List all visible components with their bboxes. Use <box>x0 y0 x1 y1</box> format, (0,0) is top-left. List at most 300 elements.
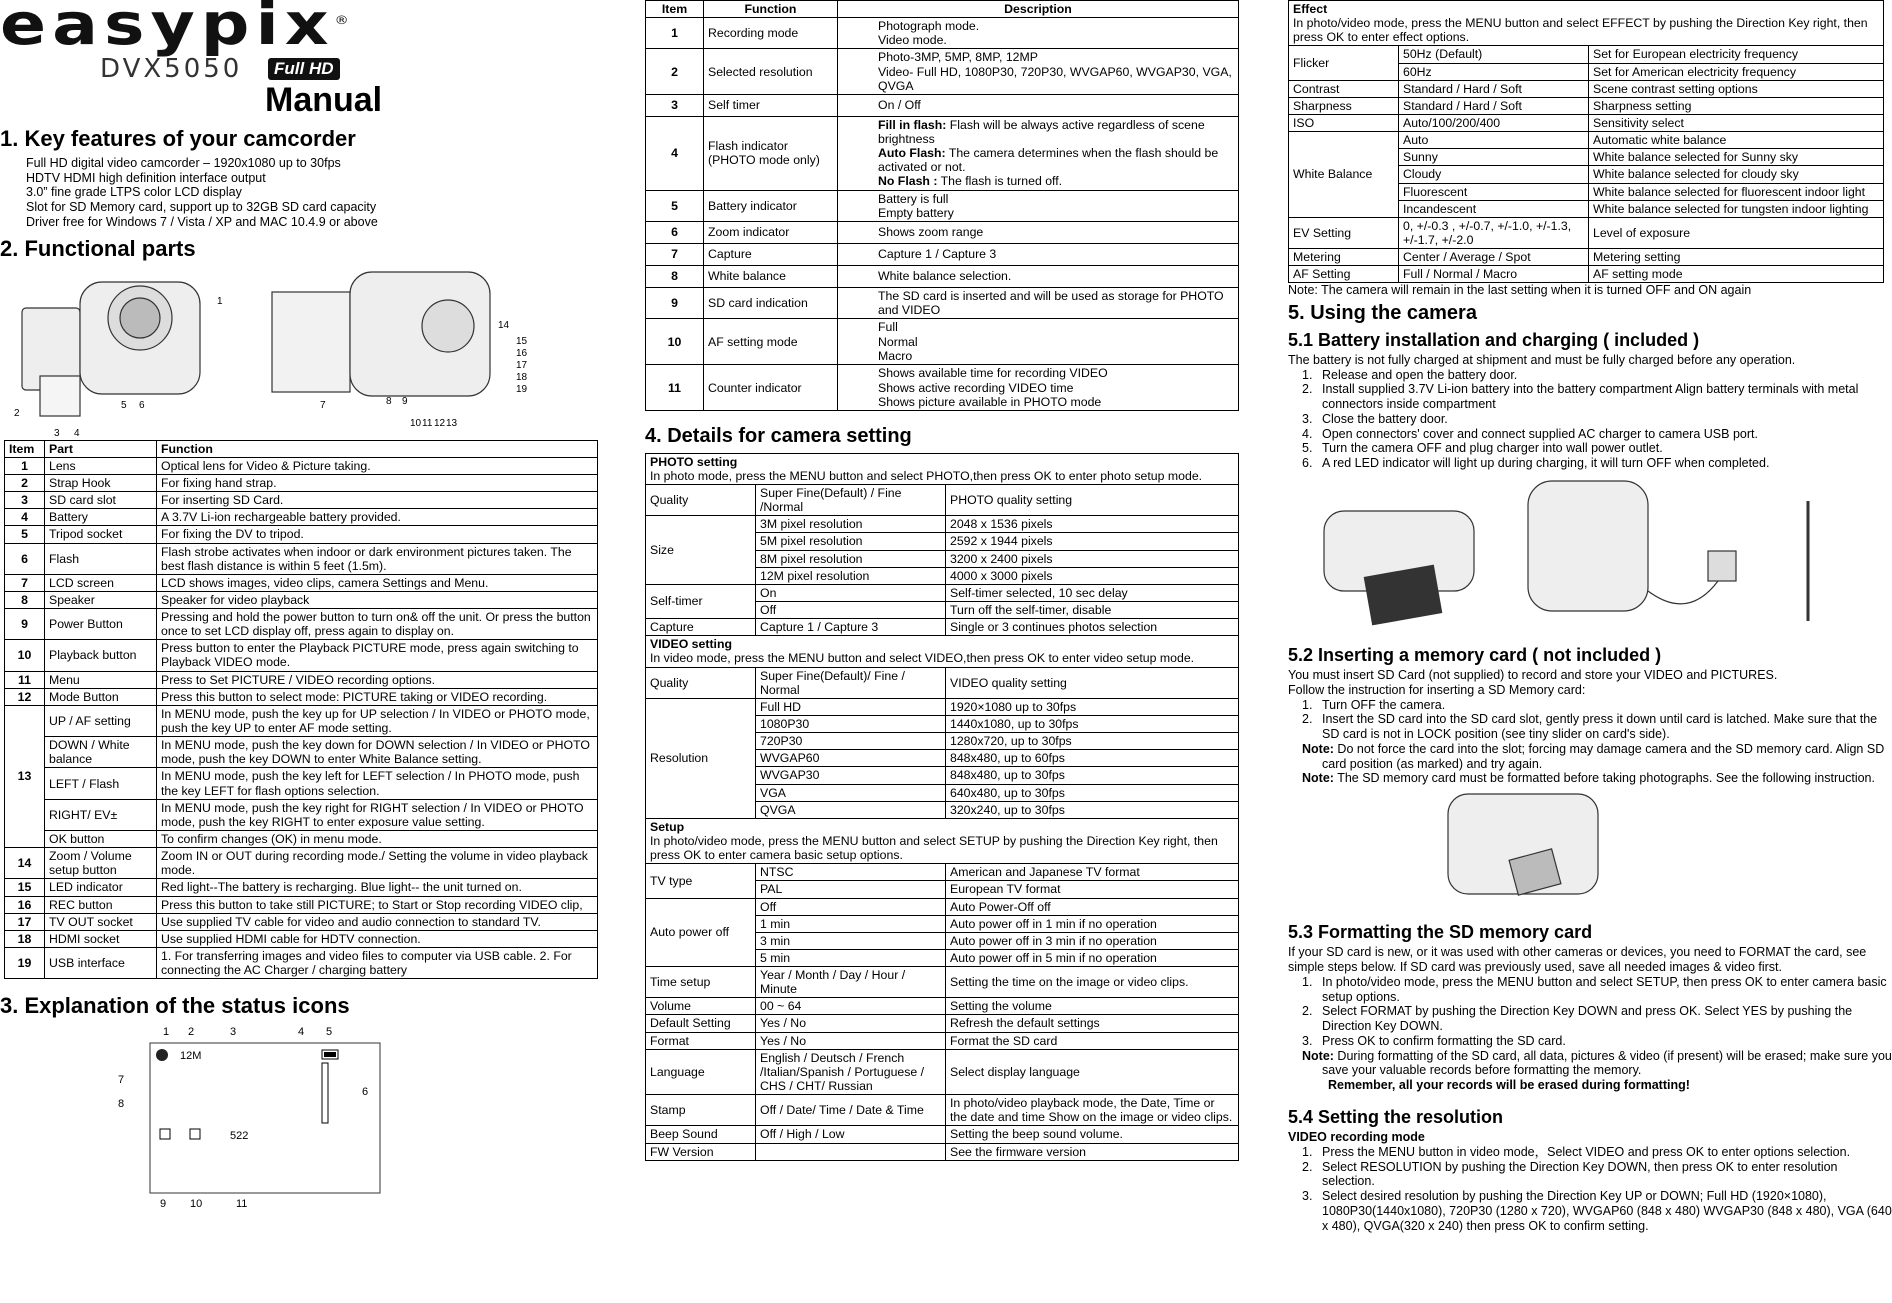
description-line: Full <box>878 320 898 335</box>
list-item: 3. Press OK to confirm formatting the SD card. <box>1302 1033 1566 1048</box>
table-row <box>5 543 598 574</box>
table-row <box>646 287 1239 318</box>
table-cell: Flash <box>45 543 157 574</box>
svg-text:8: 8 <box>118 1098 125 1111</box>
description-line: Shows zoom range <box>878 225 984 240</box>
table-cell: USB interface <box>45 948 157 979</box>
battery-steps-list <box>1288 368 1892 471</box>
table-cell: 9 <box>5 609 45 640</box>
part-number-label: 10 <box>410 417 422 429</box>
table-cell: Full HD <box>756 698 946 715</box>
table-cell: Playback button <box>45 640 157 671</box>
part-number-label: 17 <box>516 359 528 371</box>
table-row <box>646 584 1239 601</box>
table-cell: Time setup <box>646 967 756 998</box>
table-cell: Capture 1 / Capture 3 <box>756 619 946 636</box>
table-cell: Tripod socket <box>45 526 157 543</box>
camera-setting-table <box>645 453 1239 1161</box>
table-row <box>5 848 598 879</box>
feature-item: HDTV HDMI high definition interface output <box>26 170 266 185</box>
table-cell: Setting the time on the image or video clips. <box>946 967 1239 998</box>
table-row <box>646 365 1239 411</box>
table-cell: European TV format <box>946 881 1239 898</box>
table-cell: Scene contrast setting options <box>1589 80 1884 97</box>
feature-item: Full HD digital video camcorder – 1920x1080 up to 30fps <box>26 155 341 170</box>
feature-item: Driver free for Windows 7 / Vista / XP and MAC 10.4.9 or above <box>26 214 378 229</box>
table-cell: 8 <box>646 265 704 287</box>
table-cell: PAL <box>756 881 946 898</box>
table-cell: Language <box>646 1049 756 1094</box>
section-4-title: 4. Details for camera setting <box>645 425 912 448</box>
list-item: 5. Turn the camera OFF and plug charger into wall power outlet. <box>1302 441 1663 456</box>
table-cell: In MENU mode, push the key up for UP selection / In VIDEO or PHOTO mode, push the key UP to enter AF mode setting. <box>157 705 598 736</box>
table-cell: 0, +/-0.3 , +/-0.7, +/-1.0, +/-1.3, +/-1.7, +/-2.0 <box>1399 217 1589 248</box>
table-cell: Flash strobe activates when indoor or dark environment pictures taken. The best flash distance is within 5 feet (1.5m). <box>157 543 598 574</box>
section-head-cell: VIDEO setting In video mode, press the MENU button and select VIDEO,then press OK to enter video setup mode. <box>646 636 1239 667</box>
description-cell <box>838 287 1239 318</box>
list-item: 1. In photo/video mode, press the MENU button and select SETUP, then press OK to enter camera basic setup options. <box>1302 974 1887 1004</box>
table-row <box>1289 266 1884 283</box>
list-item: 6. A red LED indicator will light up during charging, it will turn OFF when completed. <box>1302 456 1770 471</box>
table-cell: Stamp <box>646 1095 756 1126</box>
table-cell: OK button <box>45 831 157 848</box>
description-line: The SD card is inserted and will be used as storage for PHOTO and VIDEO <box>878 288 1224 317</box>
table-cell: Menu <box>45 671 157 688</box>
table-cell: AF Setting <box>1289 266 1399 283</box>
table-row <box>1289 114 1884 131</box>
table-cell: Refresh the default settings <box>946 1015 1239 1032</box>
table-cell: TV OUT socket <box>45 913 157 930</box>
table-row <box>646 667 1239 698</box>
camera-mode-icon <box>156 1049 168 1061</box>
table-cell: 2 <box>5 474 45 491</box>
table-cell: Mode Button <box>45 688 157 705</box>
table-cell: 5 min <box>756 949 946 966</box>
table-row <box>646 243 1239 265</box>
table-cell: Press to Set PICTURE / VIDEO recording options. <box>157 671 598 688</box>
format-steps-list <box>1288 975 1892 1049</box>
table-cell: 14 <box>5 848 45 879</box>
table-cell: Center / Average / Spot <box>1399 249 1589 266</box>
table-cell: American and Japanese TV format <box>946 864 1239 881</box>
table-cell: Super Fine(Default) / Fine /Normal <box>756 484 946 515</box>
table-cell: Capture <box>704 243 838 265</box>
svg-text:6: 6 <box>362 1086 369 1099</box>
table-cell: Quality <box>646 484 756 515</box>
table-row <box>5 768 598 799</box>
table-cell: Zoom indicator <box>704 221 838 243</box>
description-line: Capture 1 / Capture 3 <box>878 247 997 262</box>
section-2-title: 2. Functional parts <box>0 235 196 261</box>
table-cell: Use supplied TV cable for video and audio connection to standard TV. <box>157 913 598 930</box>
description-line: Macro <box>878 348 913 363</box>
table-cell: LCD screen <box>45 574 157 591</box>
table-cell: 2592 x 1944 pixels <box>946 533 1239 550</box>
table-cell: 9 <box>646 287 704 318</box>
table-cell: Auto power off in 5 min if no operation <box>946 949 1239 966</box>
table-cell: Auto power off in 3 min if no operation <box>946 932 1239 949</box>
table-cell: White balance selected for Sunny sky <box>1589 149 1884 166</box>
description-line: Battery is full <box>878 191 949 206</box>
table-cell: Self-timer <box>646 584 756 618</box>
paragraph: The battery is not fully charged at shipment and must be fully charged before any operation. <box>1288 352 1796 367</box>
table-cell: To confirm changes (OK) in menu mode. <box>157 831 598 848</box>
table-cell: Sunny <box>1399 149 1589 166</box>
effect-header <box>1289 1 1884 46</box>
description-cell <box>838 243 1239 265</box>
resolution-label: 12M <box>180 1050 202 1063</box>
list-item: 2. Install supplied 3.7V Li-ion battery into the battery compartment Align battery terminals with metal connectors inside compartment <box>1302 382 1859 412</box>
description-line: Photograph mode. <box>878 19 980 34</box>
table-cell: See the firmware version <box>946 1143 1239 1160</box>
part-number-label: 15 <box>516 335 528 347</box>
table-cell: 3 <box>646 94 704 116</box>
table-cell: Format the SD card <box>946 1032 1239 1049</box>
table-row <box>1289 217 1884 248</box>
flash-option: No Flash : The flash is turned off. <box>878 174 1063 189</box>
table-cell: 1 min <box>756 915 946 932</box>
table-row <box>646 698 1239 715</box>
part-number-label: 2 <box>14 407 20 419</box>
table-cell: Off <box>756 898 946 915</box>
table-cell: A 3.7V Li-ion rechargeable battery provided. <box>157 509 598 526</box>
functional-parts-table <box>4 440 598 980</box>
table-cell: 1. For transferring images and video files to computer via USB cable. 2. For connecting the AC Charger / charging battery <box>157 948 598 979</box>
description-line: White balance selection. <box>878 269 1012 284</box>
table-cell: For fixing hand strap. <box>157 474 598 491</box>
table-cell <box>756 1143 946 1160</box>
table-row <box>5 948 598 979</box>
table-cell: 11 <box>5 671 45 688</box>
part-number-label: 3 <box>54 427 60 439</box>
table-cell: Format <box>646 1032 756 1049</box>
list-item: 1. Press the MENU button in video mode，Select VIDEO and press OK to enter options selection. <box>1302 1144 1851 1159</box>
table-cell: Power Button <box>45 609 157 640</box>
table-cell: 848x480, up to 30fps <box>946 767 1239 784</box>
table-cell: Auto power off <box>646 898 756 967</box>
list-item: 3. Select desired resolution by pushing the Direction Key UP or DOWN; Full HD (1920×1080), 1080P30(1440x1080), 720P30 (1280 x 720), WVGAP60 (848 x 480) WVGAP30 (848 x 480), VGA (640 x 480), QVGA(320 x 240) then press OK to confirm setting. <box>1302 1189 1892 1233</box>
part-number-label: 11 <box>422 417 433 429</box>
table-cell: Recording mode <box>704 18 838 49</box>
table-cell: Sharpness setting <box>1589 97 1884 114</box>
flash-option: Auto Flash: The camera determines when the flash should be activated or not. <box>878 146 1219 175</box>
table-row <box>5 574 598 591</box>
description-line: Video- Full HD, 1080P30, 720P30, WVGAP60, WVGAP30, VGA, QVGA <box>878 64 1232 93</box>
table-cell: Contrast <box>1289 80 1399 97</box>
list-item: 4. Open connectors' cover and connect supplied AC charger to camera USB port. <box>1302 426 1758 441</box>
table-cell: 5 <box>646 190 704 221</box>
column-left <box>0 0 600 1303</box>
table-cell: Size <box>646 516 756 585</box>
resolution-steps-list <box>1288 1145 1892 1234</box>
table-cell: Setting the volume <box>946 998 1239 1015</box>
note: Note: The SD memory card must be formatted before taking photographs. See the following instruction. <box>1302 771 1875 786</box>
description-line: Video mode. <box>878 33 947 48</box>
table-cell: For fixing the DV to tripod. <box>157 526 598 543</box>
table-cell: 12M pixel resolution <box>756 567 946 584</box>
table-cell: WVGAP30 <box>756 767 946 784</box>
description-line: Shows active recording VIDEO time <box>878 380 1074 395</box>
table-row <box>5 591 598 608</box>
brand-logo: easypix® <box>0 0 355 59</box>
description-line: Empty battery <box>878 205 954 220</box>
column-right <box>1288 0 1892 1303</box>
table-row <box>646 1143 1239 1160</box>
table-cell: UP / AF setting <box>45 705 157 736</box>
status-icons-diagram <box>0 1023 600 1213</box>
description-cell <box>838 190 1239 221</box>
table-row <box>1289 97 1884 114</box>
table-cell: 1080P30 <box>756 715 946 732</box>
part-number-label: 8 <box>386 395 392 407</box>
table-cell: English / Deutsch / French /Italian/Spanish / Portuguese / CHS / CHT/ Russian <box>756 1049 946 1094</box>
table-cell: ISO <box>1289 114 1399 131</box>
table-cell: Press button to enter the Playback PICTURE mode, press again switching to Playback VIDEO mode. <box>157 640 598 671</box>
table-cell: Press this button to take still PICTURE; to Start or Stop recording VIDEO clip, <box>157 896 598 913</box>
table-cell: VIDEO quality setting <box>946 667 1239 698</box>
part-number-label: 9 <box>402 395 408 407</box>
table-row <box>5 509 598 526</box>
table-row <box>646 265 1239 287</box>
section-3-title: 3. Explanation of the status icons <box>0 993 350 1019</box>
table-row <box>5 896 598 913</box>
part-number-label: 12 <box>434 417 446 429</box>
table-row <box>646 94 1239 116</box>
svg-text:2: 2 <box>188 1026 195 1039</box>
paragraph: You must insert SD Card (not supplied) to record and store your VIDEO and PICTURES. <box>1288 668 1778 683</box>
table-cell: 640x480, up to 30fps <box>946 784 1239 801</box>
table-cell: Default Setting <box>646 1015 756 1032</box>
table-cell: 1280x720, up to 30fps <box>946 733 1239 750</box>
table-cell: Speaker <box>45 591 157 608</box>
table-cell: Flicker <box>1289 46 1399 80</box>
table-cell: 5M pixel resolution <box>756 533 946 550</box>
part-number-label: 13 <box>446 417 458 429</box>
note: Note: Do not force the card into the slot; forcing may damage camera and the SD memory card. Align SD card position (as marked) and try again. <box>1302 741 1885 771</box>
table-cell: 6 <box>646 221 704 243</box>
table-cell: Auto/100/200/400 <box>1399 114 1589 131</box>
svg-text:3: 3 <box>230 1026 237 1039</box>
battery-charging-illustration <box>1288 471 1892 641</box>
table-row <box>646 319 1239 365</box>
description-line: Shows picture available in PHOTO mode <box>878 394 1102 409</box>
table-row <box>1289 132 1884 149</box>
table-cell: REC button <box>45 896 157 913</box>
table-cell: Press this button to select mode: PICTURE taking or VIDEO recording. <box>157 688 598 705</box>
camcorder-parts-illustration <box>0 266 600 440</box>
table-cell: White balance selected for cloudy sky <box>1589 166 1884 183</box>
table-cell: NTSC <box>756 864 946 881</box>
table-cell: Volume <box>646 998 756 1015</box>
table-cell: RIGHT/ EV± <box>45 799 157 830</box>
table-row <box>5 671 598 688</box>
section-5-2-title: 5.2 Inserting a memory card ( not included ) <box>1288 644 1662 665</box>
table-cell: Battery indicator <box>704 190 838 221</box>
table-cell: 18 <box>5 930 45 947</box>
list-item: 2. Select RESOLUTION by pushing the Direction Key DOWN, then press OK to enter resolution selection. <box>1302 1159 1838 1189</box>
table-cell: Auto power off in 1 min if no operation <box>946 915 1239 932</box>
status-icons-table <box>645 0 1239 411</box>
table-cell: LEFT / Flash <box>45 768 157 799</box>
section-head-cell: PHOTO setting In photo mode, press the MENU button and select PHOTO,then press OK to enter photo setup mode. <box>646 453 1239 484</box>
table-cell: LCD shows images, video clips, camera Settings and Menu. <box>157 574 598 591</box>
section-head-cell: Effect In photo/video mode, press the MENU button and select EFFECT by pushing the Direction Key right, then press OK to enter effect options. <box>1289 1 1884 46</box>
memory-card-steps-list <box>1288 698 1892 742</box>
description-cell <box>838 365 1239 411</box>
table-cell: Zoom IN or OUT during recording mode./ Setting the volume in video playback mode. <box>157 848 598 879</box>
table-cell: 7 <box>646 243 704 265</box>
svg-text:9: 9 <box>160 1198 167 1211</box>
model-name: DVX5050 <box>100 54 243 84</box>
table-cell: 5 <box>5 526 45 543</box>
table-cell: Level of exposure <box>1589 217 1884 248</box>
table-cell: Off <box>756 601 946 618</box>
table-header: Item Part Function <box>5 440 598 457</box>
table-row <box>5 705 598 736</box>
manual-title: Manual <box>265 81 383 119</box>
table-cell: Self-timer selected, 10 sec delay <box>946 584 1239 601</box>
table-cell: Selected resolution <box>704 49 838 94</box>
table-cell: Year / Month / Day / Hour / Minute <box>756 967 946 998</box>
table-cell: White balance selected for fluorescent indoor light <box>1589 183 1884 200</box>
table-row <box>5 457 598 474</box>
table-cell: EV Setting <box>1289 217 1399 248</box>
table-cell: Battery <box>45 509 157 526</box>
section-5-3-title: 5.3 Formatting the SD memory card <box>1288 922 1593 943</box>
table-row <box>1289 46 1884 63</box>
table-cell: PHOTO quality setting <box>946 484 1239 515</box>
table-row <box>5 799 598 830</box>
table-cell: For inserting SD Card. <box>157 492 598 509</box>
table-row <box>646 516 1239 533</box>
table-cell: 00 ~ 64 <box>756 998 946 1015</box>
video-setting-header <box>646 636 1239 667</box>
svg-text:10: 10 <box>190 1198 203 1211</box>
list-item: 2. Select FORMAT by pushing the Direction Key DOWN and press OK. Select YES by pushing the Direction Key DOWN. <box>1302 1004 1853 1034</box>
table-cell: 2048 x 1536 pixels <box>946 516 1239 533</box>
column-middle <box>645 0 1245 1303</box>
table-cell: QVGA <box>756 801 946 818</box>
table-cell: Single or 3 continues photos selection <box>946 619 1239 636</box>
table-cell: Cloudy <box>1399 166 1589 183</box>
table-cell: Speaker for video playback <box>157 591 598 608</box>
lcd-screen-frame <box>150 1043 380 1193</box>
section-head-cell: Setup In photo/video mode, press the MENU button and select SETUP by pushing the Direction Key right, then press OK to enter camera basic setup options. <box>646 818 1239 863</box>
table-cell: Standard / Hard / Soft <box>1399 80 1589 97</box>
feature-item: Slot for SD Memory card, support up to 32GB SD card capacity <box>26 200 377 215</box>
table-cell: 1440x1080, up to 30fps <box>946 715 1239 732</box>
table-row <box>5 930 598 947</box>
table-cell: 17 <box>5 913 45 930</box>
table-row <box>646 484 1239 515</box>
table-cell: 320x240, up to 30fps <box>946 801 1239 818</box>
key-features-list <box>0 156 600 230</box>
table-cell: Auto <box>1399 132 1589 149</box>
table-row <box>5 609 598 640</box>
list-item: 2. Insert the SD card into the SD card slot, gently press it down until card is latched. Make sure that the SD card is not in LOCK position (see tiny slider on card's side). <box>1302 712 1878 742</box>
description-cell <box>838 319 1239 365</box>
table-cell: Off / Date/ Time / Date & Time <box>756 1095 946 1126</box>
table-cell: WVGAP60 <box>756 750 946 767</box>
table-cell: SD card indication <box>704 287 838 318</box>
table-row <box>1289 80 1884 97</box>
description-cell <box>838 94 1239 116</box>
table-row <box>5 640 598 671</box>
part-number-label: 19 <box>516 383 528 395</box>
table-cell: Turn off the self-timer, disable <box>946 601 1239 618</box>
part-number-label: 6 <box>139 399 145 411</box>
list-item: 3. Close the battery door. <box>1302 411 1448 426</box>
list-item: 1. Turn OFF the camera. <box>1302 697 1446 712</box>
full-hd-badge: Full HD <box>268 58 340 80</box>
table-cell: 720P30 <box>756 733 946 750</box>
paragraph: If your SD card is new, or it was used with other cameras or devices, you need to FORMAT the card, see simple steps below. If SD card was previously used, save all needed images & video first. <box>1288 945 1867 975</box>
table-cell: Full / Normal / Macro <box>1399 266 1589 283</box>
table-cell: 15 <box>5 879 45 896</box>
description-cell <box>838 265 1239 287</box>
table-row <box>1289 249 1884 266</box>
effect-table <box>1288 0 1884 283</box>
paragraph: Follow the instruction for inserting a SD Memory card: <box>1288 682 1586 697</box>
effect-note: Note: The camera will remain in the last setting when it is turned OFF and ON again <box>1288 283 1752 298</box>
table-row <box>5 879 598 896</box>
table-cell: Sensitivity select <box>1589 114 1884 131</box>
table-cell: 10 <box>646 319 704 365</box>
table-cell: 4000 x 3000 pixels <box>946 567 1239 584</box>
table-row <box>646 967 1239 998</box>
part-number-label: 4 <box>74 427 80 439</box>
part-number-label: 14 <box>498 319 510 331</box>
table-cell: FW Version <box>646 1143 756 1160</box>
section-1-title: 1. Key features of your camcorder <box>0 126 356 151</box>
table-row <box>646 1095 1239 1126</box>
table-cell: 3 <box>5 492 45 509</box>
table-row <box>646 49 1239 94</box>
table-row <box>646 1049 1239 1094</box>
table-cell: Quality <box>646 667 756 698</box>
table-cell: LED indicator <box>45 879 157 896</box>
table-cell: TV type <box>646 864 756 898</box>
feature-item: 3.0” fine grade LTPS color LCD display <box>26 185 242 200</box>
table-cell: White Balance <box>1289 132 1399 218</box>
table-cell: Auto Power-Off off <box>946 898 1239 915</box>
table-cell: Select display language <box>946 1049 1239 1094</box>
table-cell: Incandescent <box>1399 200 1589 217</box>
table-cell: Flash indicator (PHOTO mode only) <box>704 116 838 190</box>
table-row <box>646 190 1239 221</box>
brand-header <box>0 0 600 122</box>
table-cell: 7 <box>5 574 45 591</box>
description-line: Photo-3MP, 5MP, 8MP, 12MP <box>878 50 1038 65</box>
table-cell: Yes / No <box>756 1015 946 1032</box>
part-number-label: 18 <box>516 371 528 383</box>
table-cell: Yes / No <box>756 1032 946 1049</box>
table-cell: 16 <box>5 896 45 913</box>
table-cell: Metering <box>1289 249 1399 266</box>
table-row <box>646 1032 1239 1049</box>
description-cell <box>838 116 1239 190</box>
table-row <box>5 526 598 543</box>
table-row <box>646 864 1239 881</box>
table-cell: 2 <box>646 49 704 94</box>
description-cell <box>838 221 1239 243</box>
table-cell: 3M pixel resolution <box>756 516 946 533</box>
section-5-title: 5. Using the camera <box>1288 302 1477 325</box>
table-cell: 50Hz (Default) <box>1399 46 1589 63</box>
svg-text:11: 11 <box>236 1198 248 1211</box>
section-5-4-title: 5.4 Setting the resolution <box>1288 1106 1504 1127</box>
table-cell: 60Hz <box>1399 63 1589 80</box>
